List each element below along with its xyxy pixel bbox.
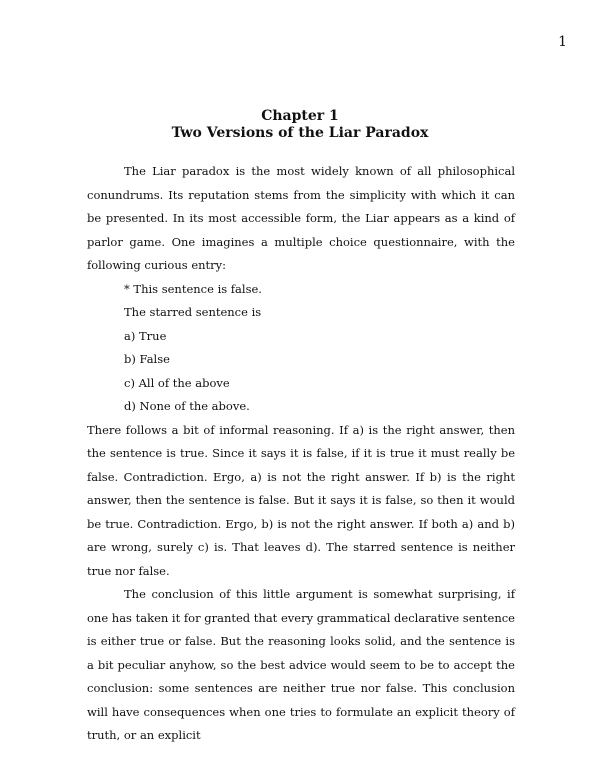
option-d: d) None of the above. — [124, 399, 250, 413]
questionnaire-block — [87, 278, 515, 419]
chapter-label: Chapter 1 — [261, 108, 339, 124]
chapter-heading — [0, 108, 600, 142]
starred-sentence: * This sentence is false. — [124, 281, 262, 296]
paragraph-intro: The Liar paradox is the most widely known of all philosophical conundrums. Its reputation stems from the simplicity with which it can be presented. In its most accessible form, the Liar appears as a kind of parlor game. One imagines a multiple choice questionnaire, with the following curious entry: — [87, 164, 515, 272]
questionnaire-prompt: The starred sentence is — [124, 305, 262, 319]
paragraph-conclusion: The conclusion of this little argument is somewhat surprising, if one has taken it for granted that every grammatical declarative sentence is either true or false. But the reasoning looks solid, and the sentence is a bit peculiar anyhow, so the best advice would seem to be to accept the conclusion: some sentences are neither true nor false. This conclusion will have consequences when one tries to formulate an explicit theory of truth, or an explicit — [87, 587, 515, 742]
option-a: a) True — [124, 328, 167, 343]
paragraph-reasoning: There follows a bit of informal reasoning. If a) is the right answer, then the sentence is true. Since it says it is false, if it is true it must really be false. Contradiction. Ergo, a) is not the right answer. If b) is the right answer, then the sentence is false. But it says it is false, so then it would be true. Contradiction. Ergo, b) is not the right answer. If both a) and b) are wrong, surely c) is. That leaves d). The starred sentence is neither true nor false. — [87, 422, 515, 578]
page-number: 1 — [558, 34, 567, 50]
body-text — [87, 160, 515, 748]
chapter-title: Two Versions of the Liar Paradox — [171, 125, 429, 141]
option-c: c) All of the above — [124, 375, 230, 390]
option-b: b) False — [124, 352, 170, 366]
